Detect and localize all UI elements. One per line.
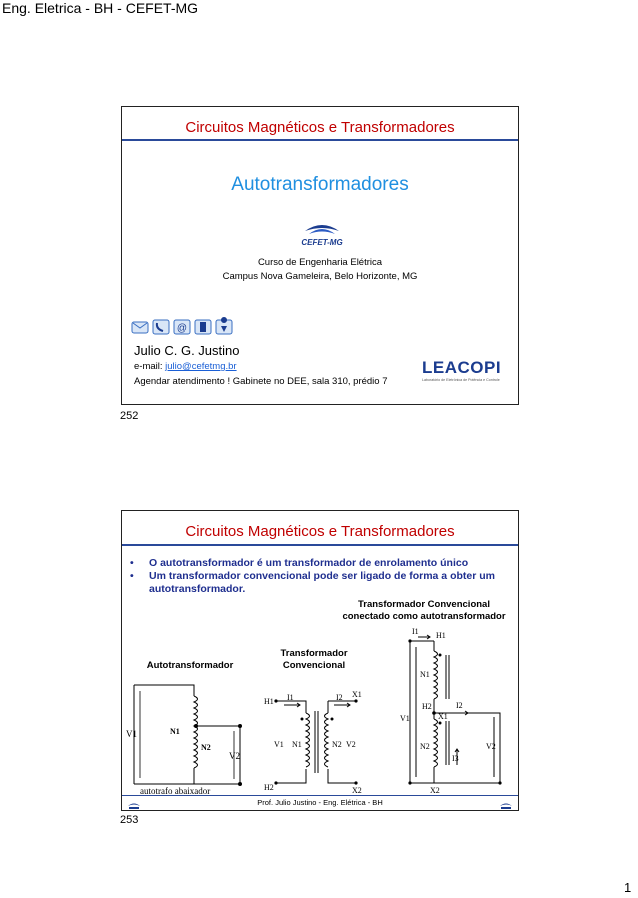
fig2-x2: X2 [352,786,362,794]
mobile-icon [195,320,211,334]
fig1-v1: V1 [126,729,137,739]
page-number: 1 [624,880,632,895]
fig1-caption: autotrafo abaixador [140,786,211,796]
fig3-h2: H2 [422,702,432,711]
fig2-i1: I1 [287,693,294,702]
slide-title [121,106,519,405]
course-text: Curso de Engenharia Elétrica [257,257,383,268]
email-link[interactable]: julio@cefetmg.br [165,361,237,372]
phone-icon [153,320,169,334]
fig2-h1: H1 [264,697,274,706]
fig2-i2: I2 [336,693,343,702]
autotransformer-diagram [122,681,252,796]
fig2-v1: V1 [274,740,284,749]
page-header: Eng. Eletrica - BH - CEFET-MG [2,0,199,16]
fig2-h2: H2 [264,783,274,792]
fig2-x1: X1 [352,690,362,699]
leacopi-logo-subtitle: Laboratório de Eletrônica de Potência e Controle [422,378,500,382]
fig2-n2: N2 [332,740,342,749]
fig3-i3: I3 [452,754,459,763]
fig3-h1: H1 [436,631,446,640]
title-underline [122,139,518,141]
fig3-n2: N2 [420,742,430,751]
fig1-n2: N2 [201,743,211,752]
label-conventional: Transformador Convencional [280,648,348,671]
cefet-logo [297,217,347,247]
fig3-v1: V1 [400,714,410,723]
conventional-transformer-diagram [260,689,365,794]
slide-heading: Autotransformadores [231,174,409,195]
footer-line [122,795,518,796]
email-label: e-mail: [134,361,163,372]
fig3-i1: I1 [412,627,419,636]
location-icon [216,317,232,334]
contact-icons [130,317,240,337]
leacopi-logo-text: LEACOPI [422,358,502,377]
slide-number-252: 252 [120,410,139,422]
fig2-v2: V2 [346,740,356,749]
slide-title-text: Circuitos Magnéticos e Transformadores [185,119,455,136]
campus-text: Campus Nova Gameleira, Belo Horizonte, MG [222,271,418,282]
fig3-n1: N1 [420,670,430,679]
fig1-n1: N1 [170,727,180,736]
slide-footer: Prof. Julio Justino - Eng. Elétrica - BH [257,798,383,807]
author-name: Julio C. G. Justino [134,343,240,358]
fig3-x2: X2 [430,786,440,795]
mail-icon [132,322,148,333]
at-icon [174,320,190,334]
email-line [134,361,237,372]
label-autotransformer: Autotransformador [146,660,234,671]
label-conv-as-auto: Transformador Convencional conectado como autotransformador [342,599,506,622]
fig1-v2: V2 [229,751,240,761]
conv-as-auto-diagram [400,625,515,795]
slide-number-253: 253 [120,814,139,826]
fig3-i2: I2 [456,701,463,710]
title-underline [122,544,518,546]
slide-autotransformer: Circuitos Magnéticos e Transformadores • O autotransformador é um transformador de enrolamento único • Um transformador convencional pode ser ligado de forma a obter um autotransformador. Transformador Convencional conectado como autotransformador Transformador Convencional Autotransformador V1 V2 N1 N2 autotrafo abaixador H1 H2 X1 X2 I1 I2 V1 V2 N1 N2 I1 H1 N1 I2 H2 X1 V1 N2 I3 V2 X2 Prof. Julio Justino - Eng. Elétrica - BH [121,510,519,811]
fig2-n1: N1 [292,740,302,749]
fig3-v2: V2 [486,742,496,751]
cefet-logo-text: CEFET-MG [301,238,343,247]
slide-title-text: Circuitos Magnéticos e Transformadores [185,523,455,540]
schedule-text: Agendar atendimento ! Gabinete no DEE, sala 310, prédio 7 [134,376,388,387]
svg-text:@: @ [176,323,188,334]
fig3-x1: X1 [438,712,448,721]
leacopi-logo [422,358,508,390]
